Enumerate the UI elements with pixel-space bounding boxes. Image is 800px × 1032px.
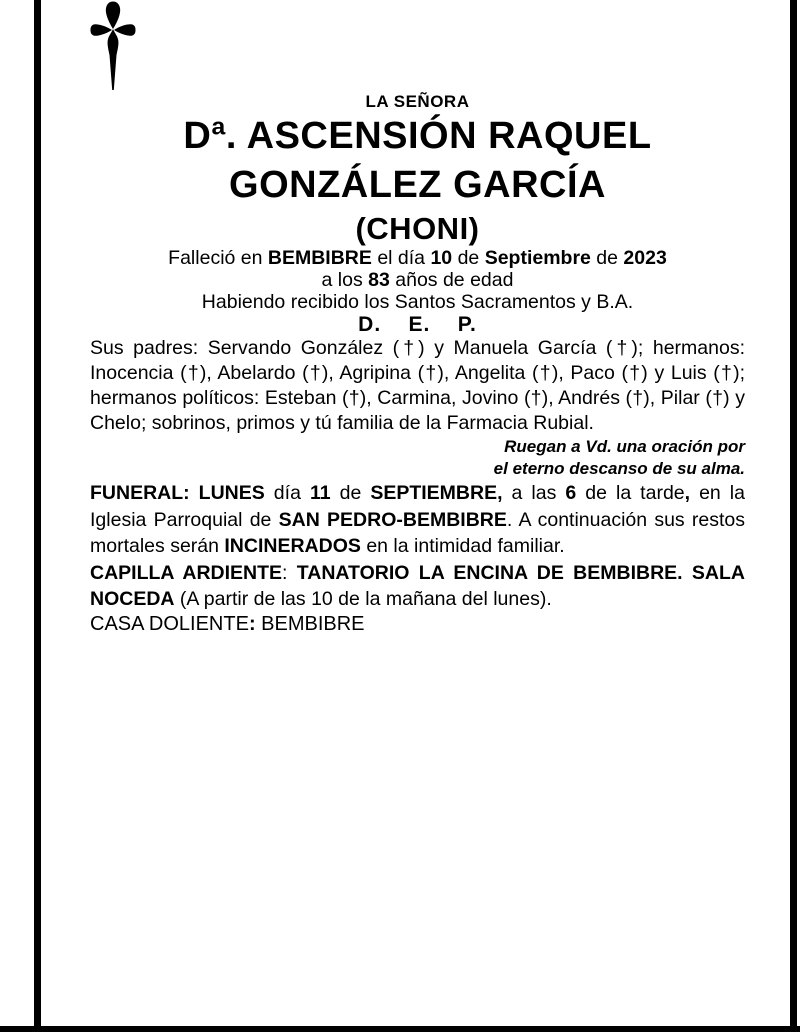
death-place-date: Falleció en BEMBIBRE el día 10 de Septiembre de 2023 <box>168 247 667 269</box>
deceased-name-line2: GONZÁLEZ GARCÍA <box>229 164 606 206</box>
latin-cross-icon <box>90 0 745 92</box>
deceased-name <box>90 112 745 210</box>
deceased-name-line1: Dª. ASCENSIÓN RAQUEL <box>183 115 652 157</box>
prayer-request <box>90 436 745 480</box>
obituary-content <box>90 0 745 636</box>
right-border <box>790 0 797 1032</box>
left-border <box>34 0 41 1032</box>
funeral-details: FUNERAL: LUNES día 11 de SEPTIEMBRE, a las 6 de la tarde, en la Iglesia Parroquial de SAN PEDRO-BEMBIBRE. A continuación sus restos mortales serán INCINERADOS en la intimidad familiar. <box>90 482 745 557</box>
bottom-border <box>0 1026 800 1032</box>
chapel-details: CAPILLA ARDIENTE: TANATORIO LA ENCINA DE BEMBIBRE. SALA NOCEDA (A partir de las 10 de la mañana del lunes). <box>90 561 745 610</box>
honorific: LA SEÑORA <box>365 92 470 111</box>
prayer-request-line2: el eterno descanso de su alma. <box>493 459 745 478</box>
mourning-home: CASA DOLIENTE: BEMBIBRE <box>90 612 365 635</box>
rip-abbreviation: D. E. P. <box>358 313 477 336</box>
family-paragraph: Sus padres: Servando González (†) y Manuela García (†); hermanos: Inocencia (†), Abelardo (†), Agripina (†), Angelita (†), Paco (†) y Luis (†); hermanos políticos: Esteban (†), Carmina, Jovino (†), Andrés (†), Pilar (†) y Chelo; sobrinos, primos y tú familia de la Farmacia Rubial. <box>90 337 745 434</box>
prayer-request-line1: Ruegan a Vd. una oración por <box>504 437 745 456</box>
deceased-nickname: (CHONI) <box>355 211 480 246</box>
death-age: a los 83 años de edad <box>321 269 514 291</box>
sacraments-line: Habiendo recibido los Santos Sacramentos y B.A. <box>201 291 634 313</box>
